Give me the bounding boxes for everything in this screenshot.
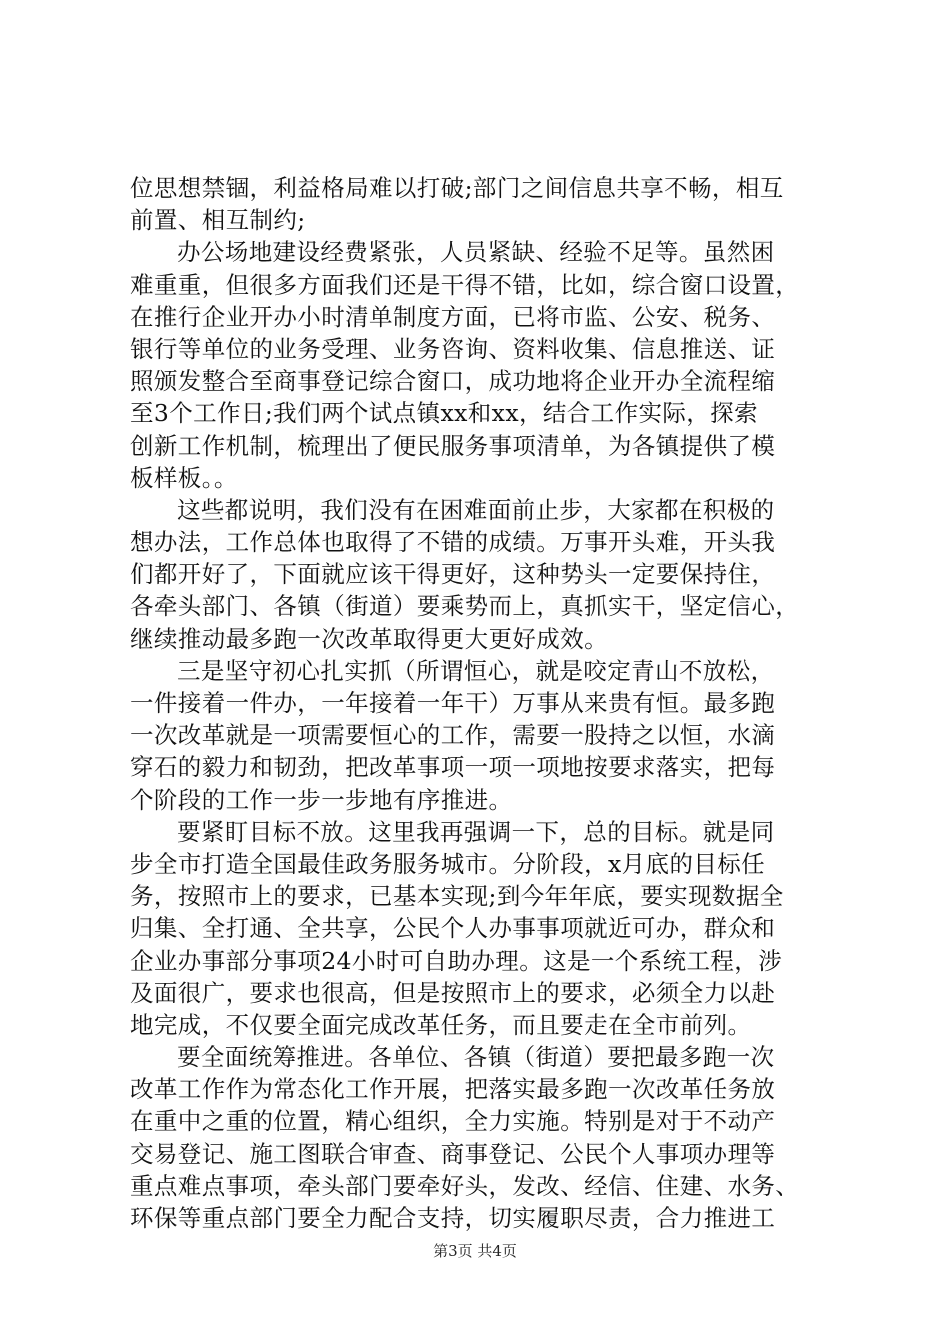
text-line: 们都开好了，下面就应该干得更好，这种势头一定要保持住，: [130, 560, 776, 589]
text-line: 想办法，工作总体也取得了不错的成绩。万事开头难，开头我: [130, 528, 776, 557]
text-line: 环保等重点部门要全力配合支持，切实履职尽责，合力推进工: [130, 1204, 776, 1232]
text-line: 在推行企业开办小时清单制度方面，已将市监、公安、税务、: [130, 302, 776, 331]
text-line: 位思想禁锢，利益格局难以打破;部门之间信息共享不畅，相互: [130, 174, 784, 202]
text-line: 照颁发整合至商事登记综合窗口，成功地将企业开办全流程缩: [130, 367, 776, 396]
text-line: 在重中之重的位置，精心组织，全力实施。特别是对于不动产: [130, 1107, 776, 1136]
text-line: 改革工作作为常态化工作开展，把落实最多跑一次改革任务放: [130, 1075, 776, 1104]
text-line: 至3个工作日;我们两个试点镇xx和xx，结合工作实际，探索: [130, 399, 758, 428]
text-line: 重点难点事项，牵头部门要牵好头，发改、经信、住建、水务、: [130, 1171, 800, 1200]
text-line: 穿石的毅力和韧劲，把改革事项一项一项地按要求落实，把每: [130, 753, 776, 782]
text-line: 归集、全打通、全共享，公民个人办事事项就近可办，群众和: [130, 914, 776, 943]
text-line: 企业办事部分事项24小时可自助办理。这是一个系统工程，涉: [130, 946, 783, 975]
paragraph-start-line: 三是坚守初心扎实抓（所谓恒心，就是咬定青山不放松，: [177, 656, 775, 685]
text-line: 一件接着一件办，一年接着一年干）万事从来贵有恒。最多跑: [130, 689, 776, 717]
text-line: 一次改革就是一项需要恒心的工作，需要一股持之以恒，水滴: [130, 721, 776, 750]
text-line: 交易登记、施工图联合审查、商事登记、公民个人事项办理等: [130, 1139, 776, 1168]
text-line: 前置、相互制约;: [130, 206, 306, 235]
text-line: 创新工作机制，梳理出了便民服务事项清单，为各镇提供了模: [130, 431, 776, 460]
text-line: 务，按照市上的要求，已基本实现;到今年年底，要实现数据全: [130, 882, 784, 911]
paragraph-start-line: 办公场地建设经费紧张，人员紧缺、经验不足等。虽然困: [177, 238, 775, 267]
text-line: 各牵头部门、各镇（街道）要乘势而上，真抓实干，坚定信心，: [130, 592, 800, 621]
text-line: 地完成，不仅要全面完成改革任务，而且要走在全市前列。: [130, 1010, 752, 1039]
text-line: 难重重，但很多方面我们还是干得不错，比如，综合窗口设置，: [130, 270, 800, 299]
page-number-footer: 第3页 共4页: [433, 1242, 517, 1260]
text-line: 继续推动最多跑一次改革取得更大更好成效。: [130, 624, 608, 653]
paragraph-start-line: 要紧盯目标不放。这里我再强调一下，总的目标。就是同: [177, 817, 775, 846]
text-line: 步全市打造全国最佳政务服务城市。分阶段，x月底的目标任: [130, 849, 766, 878]
text-line: 银行等单位的业务受理、业务咨询、资料收集、信息推送、证: [130, 334, 776, 363]
text-line: 及面很广，要求也很高，但是按照市上的要求，必须全力以赴: [130, 978, 776, 1007]
paragraph-start-line: 要全面统筹推进。各单位、各镇（街道）要把最多跑一次: [177, 1043, 775, 1072]
text-line: 个阶段的工作一步一步地有序推进。: [130, 785, 513, 814]
document-body: [130, 172, 830, 1234]
text-line: 板样板。。: [130, 463, 238, 492]
paragraph-start-line: 这些都说明，我们没有在困难面前止步，大家都在积极的: [177, 495, 775, 524]
